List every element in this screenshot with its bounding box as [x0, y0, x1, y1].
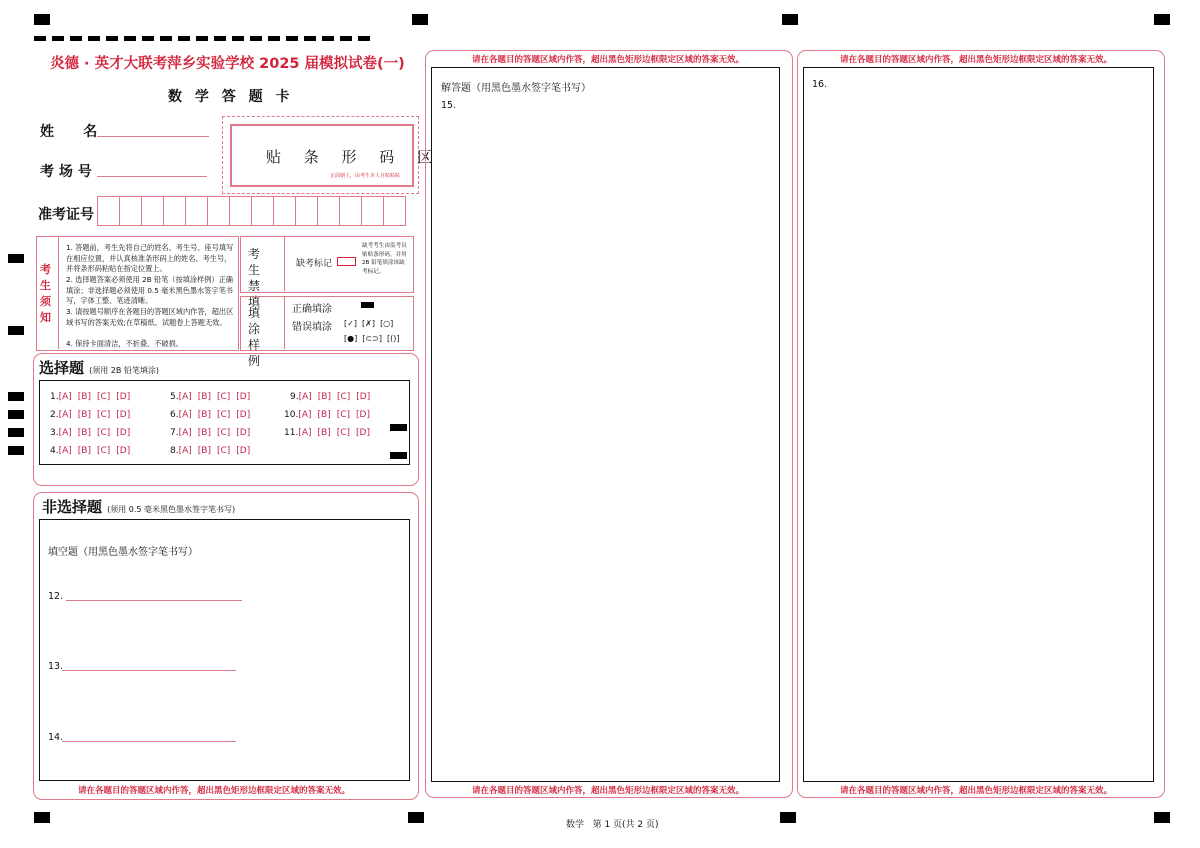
notice-item-2: 2. 选择题答案必须使用 2B 铅笔（按填涂样例）正确填涂；非选择题必须使用 0.5 毫米黑色墨水签字笔书写，字体工整、笔迹清晰。 — [66, 275, 233, 306]
question-12-field[interactable] — [66, 600, 242, 601]
absent-divider — [284, 236, 285, 291]
wrong-fill-label: 错误填涂 — [292, 322, 332, 333]
non-choice-hint: (须用 0.5 毫米黑色墨水签字笔书写) — [107, 505, 236, 514]
choice-title — [39, 357, 159, 378]
timing-mark — [1154, 14, 1170, 25]
choice-question-6[interactable]: 6.[A] [B] [C] [D] — [170, 410, 251, 420]
question-12-label: 12. — [48, 591, 64, 602]
name-label: 姓 名 — [40, 124, 98, 140]
absent-note: 缺考考生由监考员贴贴条形码，并用 2B 铅笔填涂该缺考标记。 — [362, 243, 407, 275]
timing-mark — [34, 812, 50, 823]
question-16-label: 16. — [812, 79, 828, 90]
timing-mark — [1154, 812, 1170, 823]
notice-title: 考生须知 — [40, 263, 51, 324]
question-15-label: 15. — [441, 100, 457, 111]
timing-mark — [8, 446, 24, 455]
fill-example-title: 填 涂 样 例 — [248, 306, 264, 368]
choice-question-11[interactable]: 11.[A] [B] [C] [D] — [284, 428, 370, 438]
non-choice-title — [42, 496, 235, 517]
room-field[interactable] — [97, 176, 207, 177]
timing-mark — [408, 812, 424, 823]
choice-question-2[interactable]: 2.[A] [B] [C] [D] — [50, 410, 131, 420]
timing-mark — [8, 392, 24, 401]
choice-title-text: 选择题 — [39, 359, 85, 377]
question-13-field[interactable] — [62, 670, 236, 671]
timing-mark — [412, 14, 428, 25]
correct-fill-sample — [361, 302, 374, 308]
choice-question-8[interactable]: 8.[A] [B] [C] [D] — [170, 446, 251, 456]
choice-question-10[interactable]: 10.[A] [B] [C] [D] — [284, 410, 370, 420]
timing-mark — [8, 410, 24, 419]
question-15-box[interactable] — [431, 67, 780, 782]
wrong-fill-row2: [●] [⊂⊃] [()] — [344, 334, 400, 343]
timing-mark — [780, 812, 796, 823]
question-14-field[interactable] — [62, 741, 236, 742]
choice-question-4[interactable]: 4.[A] [B] [C] [D] — [50, 446, 131, 456]
barcode-note: 正面朝上，由考生本人自贴贴贴 — [330, 173, 401, 179]
card-subtitle: 数 学 答 题 卡 — [168, 89, 294, 105]
barcode-label: 贴 条 形 码 区 — [266, 148, 442, 166]
warning-column-3-top: 请在各题目的答题区域内作答，超出黑色矩形边框限定区域的答案无效。 — [840, 55, 1113, 65]
wrong-fill-row1: [✓] [✗] [○] — [344, 319, 394, 328]
choice-hint: (须用 2B 铅笔填涂) — [89, 366, 160, 375]
timing-mark — [390, 424, 407, 431]
notice-item-1: 1. 答题前，考生先将自己的姓名、考生号、座号填写在相应位置，并认真核准条形码上的姓名、考生号，并将条形码粘贴在指定位置上。 — [66, 243, 234, 274]
timing-mark — [8, 428, 24, 437]
room-label: 考 场 号 — [40, 164, 92, 180]
absent-title: 考 生 禁 填 — [248, 247, 265, 309]
exam-title: 炎德 · 英才大联考萍乡实验学校 2025 届模拟试卷(一) — [50, 56, 405, 72]
fill-blank-title: 填空题（用黑色墨水签字笔书写） — [48, 547, 198, 558]
non-choice-title-text: 非选择题 — [42, 498, 103, 516]
correct-fill-label: 正确填涂 — [292, 304, 332, 315]
warning-column-3-bottom: 请在各题目的答题区域内作答，超出黑色矩形边框限定区域的答案无效。 — [840, 786, 1113, 796]
timing-mark — [34, 14, 50, 25]
choice-question-5[interactable]: 5.[A] [B] [C] [D] — [170, 392, 251, 402]
warning-column-2-bottom: 请在各题目的答题区域内作答，超出黑色矩形边框限定区域的答案无效。 — [472, 786, 745, 796]
absent-mark-box[interactable] — [337, 257, 356, 266]
notice-item-4: 4. 保持卡面清洁，不折叠、不破损。 — [66, 339, 183, 348]
absent-mark-label: 缺考标记 — [296, 259, 333, 269]
page-footer: 数学 第 1 页(共 2 页) — [566, 820, 659, 830]
timing-mark — [782, 14, 798, 25]
answer-title: 解答题（用黑色墨水签字笔书写） — [441, 83, 591, 94]
id-number-grid[interactable] — [98, 196, 406, 226]
timing-mark — [8, 326, 24, 335]
warning-column-2-top: 请在各题目的答题区域内作答，超出黑色矩形边框限定区域的答案无效。 — [472, 55, 745, 65]
choice-question-9[interactable]: 9.[A] [B] [C] [D] — [290, 392, 371, 402]
choice-question-3[interactable]: 3.[A] [B] [C] [D] — [50, 428, 131, 438]
dash-timing-line — [34, 36, 392, 41]
choice-question-7[interactable]: 7.[A] [B] [C] [D] — [170, 428, 251, 438]
id-label: 准考证号 — [38, 207, 94, 223]
question-13-label: 13. — [48, 661, 64, 672]
notice-item-3: 3. 请按题号顺序在各题目的答题区域内作答，超出区域书写的答案无效;在草稿纸、试题卷上答题无效。 — [66, 307, 234, 327]
timing-mark — [390, 452, 407, 459]
timing-mark — [8, 254, 24, 263]
fill-example-divider — [284, 296, 285, 349]
question-16-box[interactable] — [803, 67, 1154, 782]
warning-column-1: 请在各题目的答题区域内作答，超出黑色矩形边框限定区域的答案无效。 — [78, 786, 351, 796]
choice-question-1[interactable]: 1.[A] [B] [C] [D] — [50, 392, 131, 402]
question-14-label: 14. — [48, 732, 64, 743]
name-field[interactable] — [97, 136, 209, 137]
